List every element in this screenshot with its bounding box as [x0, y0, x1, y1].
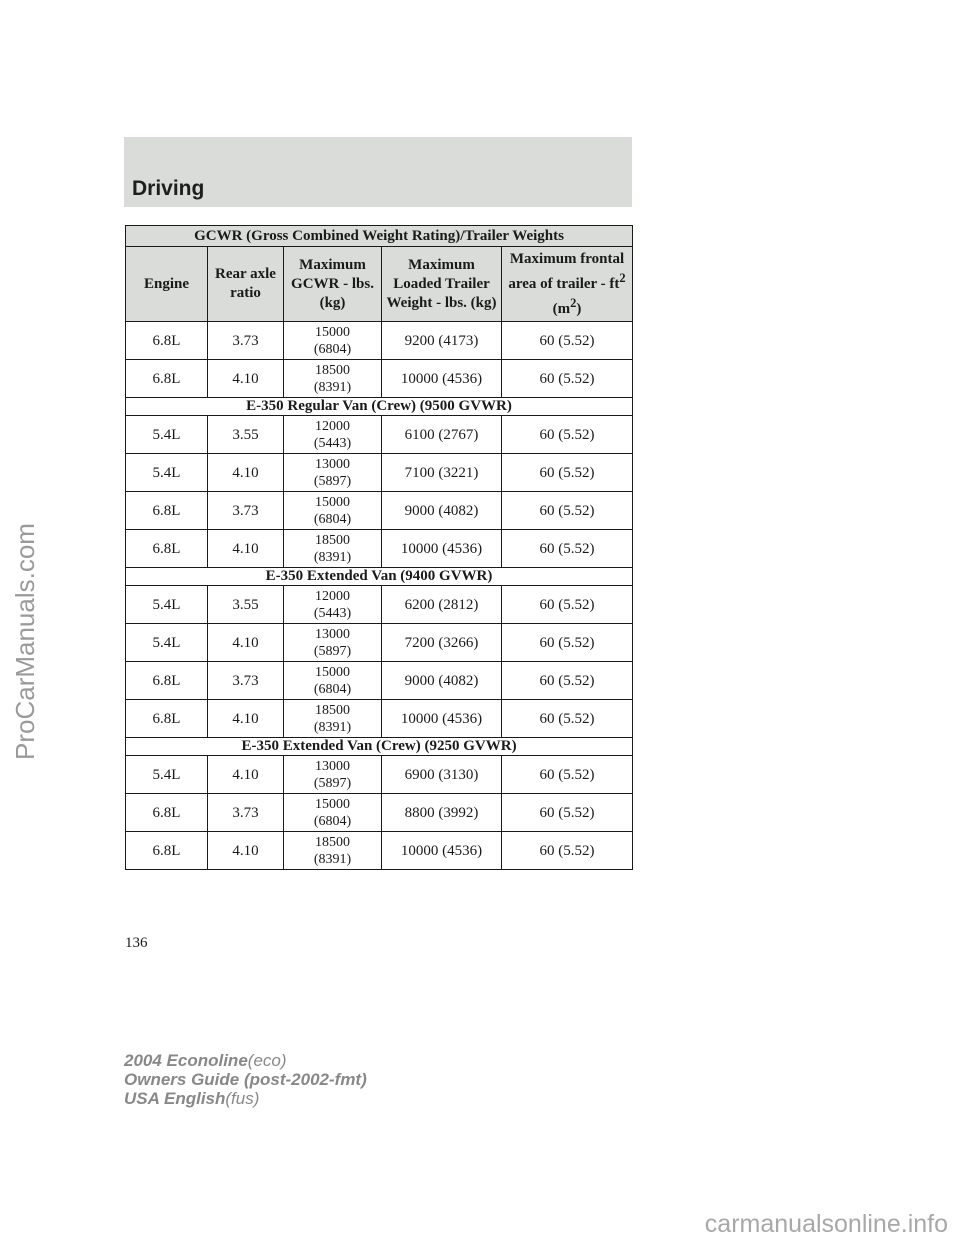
cell-frontal-area: 60 (5.52) — [502, 322, 633, 360]
cell-frontal-area: 60 (5.52) — [502, 360, 633, 398]
gcwr-kg: (8391) — [313, 549, 352, 565]
gcwr-lbs: 12000 — [315, 588, 350, 604]
cell-axle-ratio: 3.73 — [208, 662, 284, 700]
cell-axle-ratio: 4.10 — [208, 360, 284, 398]
gcwr-lbs: 15000 — [315, 324, 350, 340]
cell-engine: 5.4L — [126, 416, 208, 454]
cell-gcwr — [284, 586, 382, 624]
table-row — [126, 700, 633, 738]
cell-engine: 6.8L — [126, 794, 208, 832]
cell-axle-ratio: 3.73 — [208, 492, 284, 530]
header-frontal-area-m-sup: 2 — [570, 295, 577, 310]
cell-frontal-area: 60 (5.52) — [502, 662, 633, 700]
cell-engine: 6.8L — [126, 530, 208, 568]
cell-axle-ratio: 3.73 — [208, 794, 284, 832]
gcwr-kg: (5897) — [313, 473, 352, 489]
header-gcwr: Maximum GCWR - lbs. (kg) — [284, 247, 382, 322]
gcwr-lbs: 13000 — [315, 626, 350, 642]
cell-gcwr — [284, 794, 382, 832]
group-header-row — [126, 398, 633, 416]
group-header-row — [126, 568, 633, 586]
cell-gcwr — [284, 492, 382, 530]
header-frontal-area — [502, 247, 633, 322]
document-footer — [124, 1051, 367, 1108]
cell-engine: 5.4L — [126, 454, 208, 492]
cell-trailer-weight: 7100 (3221) — [382, 454, 502, 492]
table-row — [126, 756, 633, 794]
cell-frontal-area: 60 (5.52) — [502, 530, 633, 568]
cell-gcwr — [284, 756, 382, 794]
table-row — [126, 832, 633, 870]
cell-engine: 6.8L — [126, 492, 208, 530]
group-label: E-350 Extended Van (Crew) (9250 GVWR) — [126, 738, 633, 756]
table-row — [126, 360, 633, 398]
footer-line-2: Owners Guide (post-2002-fmt) — [124, 1070, 367, 1089]
cell-frontal-area: 60 (5.52) — [502, 586, 633, 624]
table-title-row — [126, 226, 633, 247]
cell-gcwr — [284, 454, 382, 492]
gcwr-lbs: 18500 — [315, 532, 350, 548]
cell-gcwr — [284, 322, 382, 360]
cell-axle-ratio: 3.55 — [208, 416, 284, 454]
footer-model-code: (eco) — [247, 1051, 287, 1070]
cell-gcwr — [284, 700, 382, 738]
cell-trailer-weight: 9000 (4082) — [382, 662, 502, 700]
gcwr-kg: (5443) — [313, 605, 352, 621]
group-label: E-350 Regular Van (Crew) (9500 GVWR) — [126, 398, 633, 416]
cell-frontal-area: 60 (5.52) — [502, 794, 633, 832]
cell-trailer-weight: 9000 (4082) — [382, 492, 502, 530]
gcwr-lbs: 18500 — [315, 362, 350, 378]
cell-gcwr — [284, 832, 382, 870]
gcwr-kg: (5897) — [313, 775, 352, 791]
cell-axle-ratio: 4.10 — [208, 756, 284, 794]
gcwr-kg: (6804) — [313, 511, 352, 527]
cell-frontal-area: 60 (5.52) — [502, 416, 633, 454]
header-frontal-area-m: (m — [552, 300, 571, 317]
cell-trailer-weight: 7200 (3266) — [382, 624, 502, 662]
cell-trailer-weight: 10000 (4536) — [382, 360, 502, 398]
cell-engine: 5.4L — [126, 586, 208, 624]
cell-trailer-weight: 6100 (2767) — [382, 416, 502, 454]
side-watermark: ProCarManuals.com — [10, 523, 40, 760]
footer-line-3 — [124, 1089, 367, 1108]
gcwr-kg: (8391) — [313, 379, 352, 395]
gcwr-lbs: 13000 — [315, 758, 350, 774]
gcwr-lbs: 12000 — [315, 418, 350, 434]
footer-language: USA English — [124, 1089, 226, 1108]
gcwr-lbs: 13000 — [315, 456, 350, 472]
gcwr-kg: (5443) — [313, 435, 352, 451]
cell-frontal-area: 60 (5.52) — [502, 756, 633, 794]
header-frontal-area-sup: 2 — [619, 270, 626, 285]
cell-trailer-weight: 10000 (4536) — [382, 530, 502, 568]
bottom-watermark: carmanualsonline.info — [704, 1210, 948, 1238]
cell-frontal-area: 60 (5.52) — [502, 624, 633, 662]
page-number: 136 — [125, 935, 148, 951]
cell-engine: 5.4L — [126, 756, 208, 794]
table-row — [126, 492, 633, 530]
cell-gcwr — [284, 662, 382, 700]
cell-axle-ratio: 3.55 — [208, 586, 284, 624]
cell-axle-ratio: 4.10 — [208, 530, 284, 568]
trailer-weights-table — [125, 225, 633, 870]
gcwr-kg: (8391) — [313, 719, 352, 735]
footer-line-1 — [124, 1051, 367, 1070]
table-header-row — [126, 247, 633, 322]
table-row — [126, 624, 633, 662]
table-title: GCWR (Gross Combined Weight Rating)/Trailer Weights — [126, 226, 633, 247]
header-trailer-weight: Maximum Loaded Trailer Weight - lbs. (kg) — [382, 247, 502, 322]
table-row — [126, 322, 633, 360]
header-frontal-area-text: Maximum frontal area of trailer - ft — [508, 250, 625, 292]
cell-frontal-area: 60 (5.52) — [502, 700, 633, 738]
gcwr-lbs: 18500 — [315, 834, 350, 850]
gcwr-lbs: 18500 — [315, 702, 350, 718]
table-row — [126, 530, 633, 568]
section-header — [124, 137, 632, 207]
gcwr-lbs: 15000 — [315, 664, 350, 680]
cell-gcwr — [284, 624, 382, 662]
table-row — [126, 794, 633, 832]
table-row — [126, 454, 633, 492]
gcwr-kg: (5897) — [313, 643, 352, 659]
cell-trailer-weight: 6900 (3130) — [382, 756, 502, 794]
cell-engine: 6.8L — [126, 662, 208, 700]
cell-engine: 6.8L — [126, 360, 208, 398]
table-row — [126, 416, 633, 454]
cell-engine: 6.8L — [126, 832, 208, 870]
cell-axle-ratio: 4.10 — [208, 700, 284, 738]
cell-frontal-area: 60 (5.52) — [502, 832, 633, 870]
cell-gcwr — [284, 360, 382, 398]
cell-axle-ratio: 3.73 — [208, 322, 284, 360]
cell-axle-ratio: 4.10 — [208, 454, 284, 492]
cell-engine: 6.8L — [126, 322, 208, 360]
table-row — [126, 586, 633, 624]
cell-trailer-weight: 10000 (4536) — [382, 700, 502, 738]
cell-engine: 5.4L — [126, 624, 208, 662]
cell-gcwr — [284, 416, 382, 454]
gcwr-kg: (6804) — [313, 681, 352, 697]
cell-frontal-area: 60 (5.52) — [502, 492, 633, 530]
cell-axle-ratio: 4.10 — [208, 832, 284, 870]
cell-frontal-area: 60 (5.52) — [502, 454, 633, 492]
gcwr-kg: (8391) — [313, 851, 352, 867]
footer-model: 2004 Econoline — [124, 1051, 248, 1070]
header-frontal-area-close: ) — [576, 300, 582, 317]
cell-trailer-weight: 9200 (4173) — [382, 322, 502, 360]
cell-engine: 6.8L — [126, 700, 208, 738]
cell-trailer-weight: 10000 (4536) — [382, 832, 502, 870]
cell-trailer-weight: 6200 (2812) — [382, 586, 502, 624]
header-rear-axle: Rear axle ratio — [208, 247, 284, 322]
footer-language-code: (fus) — [225, 1089, 260, 1108]
group-header-row — [126, 738, 633, 756]
header-engine: Engine — [126, 247, 208, 322]
gcwr-kg: (6804) — [313, 813, 352, 829]
cell-trailer-weight: 8800 (3992) — [382, 794, 502, 832]
gcwr-kg: (6804) — [313, 341, 352, 357]
group-label: E-350 Extended Van (9400 GVWR) — [126, 568, 633, 586]
gcwr-lbs: 15000 — [315, 796, 350, 812]
table-row — [126, 662, 633, 700]
cell-axle-ratio: 4.10 — [208, 624, 284, 662]
table-body — [126, 322, 633, 870]
cell-gcwr — [284, 530, 382, 568]
gcwr-lbs: 15000 — [315, 494, 350, 510]
section-title: Driving — [132, 177, 205, 200]
